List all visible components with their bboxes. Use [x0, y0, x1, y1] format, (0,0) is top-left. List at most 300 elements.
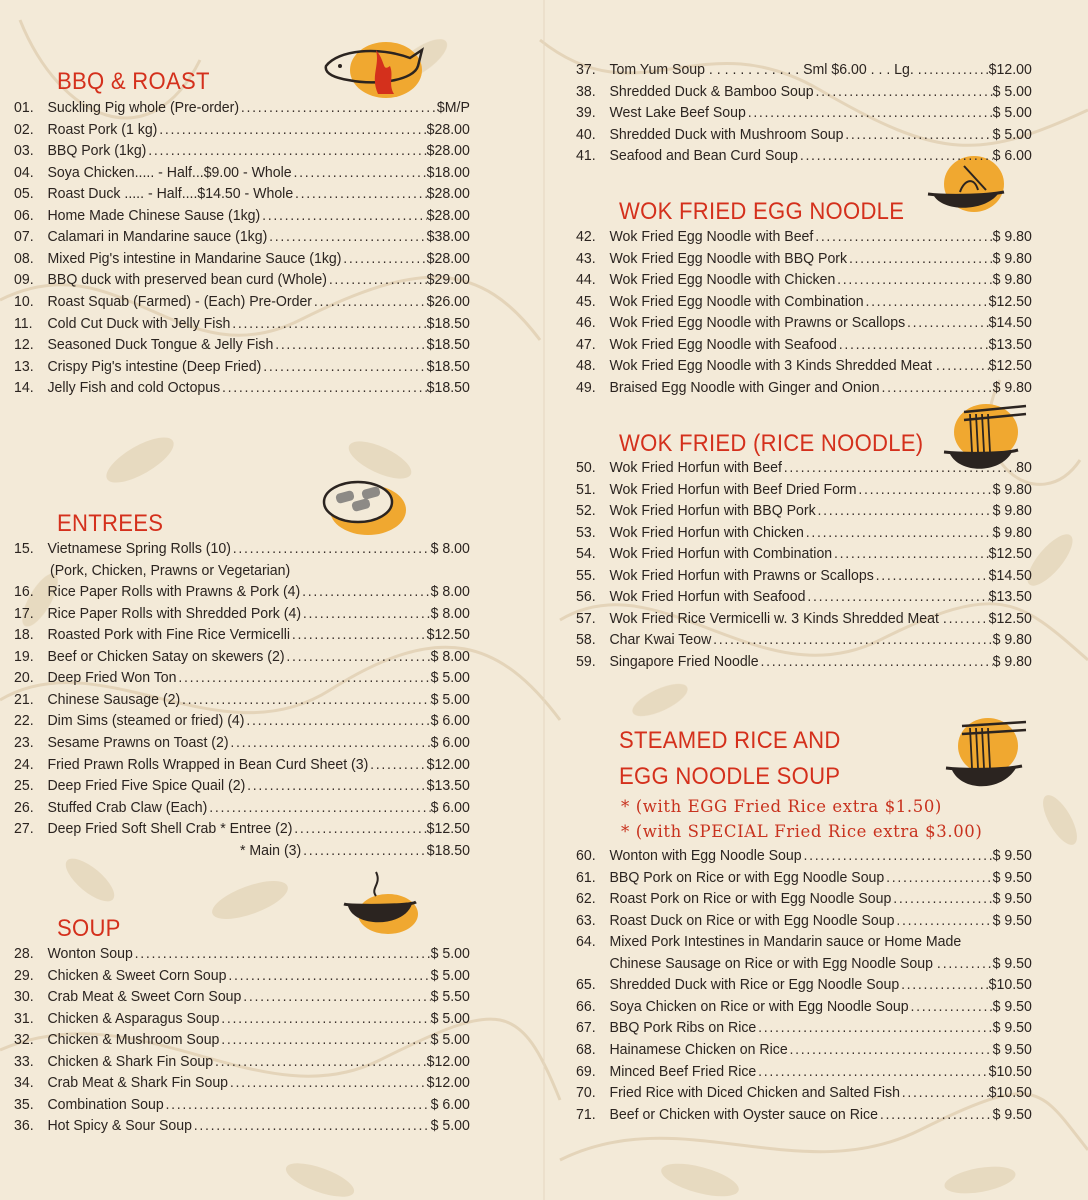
menu-item-price: $26.00: [426, 292, 470, 310]
menu-item-name: Chinese Sausage on Rice or with Egg Noodle Soup .: [609, 954, 941, 972]
leader-dots: [301, 603, 431, 624]
menu-item-row: [14, 1072, 470, 1093]
menu-item-name: BBQ Pork on Rice or with Egg Noodle Soup: [609, 868, 885, 886]
menu-item-price: $ 8.00: [430, 604, 470, 622]
menu-item-price: $ 9.50: [992, 1019, 1032, 1037]
menu-item-name: Braised Egg Noodle with Ginger and Onion: [609, 378, 880, 396]
menu-item-name: Wonton with Egg Noodle Soup: [609, 847, 802, 864]
menu-item-name: Wok Fried Horfun with Beef: [609, 459, 782, 476]
menu-item-row: [576, 565, 1032, 586]
menu-item-name: Singapore Fried Noodle: [609, 652, 759, 670]
menu-item-row: [576, 1082, 1032, 1103]
leader-dots: [226, 965, 430, 986]
menu-item-name: Chicken & Shark Fin Soup: [47, 1052, 214, 1070]
menu-item-price: $ 5.00: [430, 945, 470, 962]
menu-item-name: Roast Pork on Rice or with Egg Noodle Soup: [609, 890, 892, 908]
leader-dots: [292, 818, 426, 839]
menu-item-name: Wok Fried Horfun with Beef Dried Form: [609, 480, 857, 498]
menu-item-price: $ 5.00: [430, 1117, 470, 1135]
leader-dots: [835, 269, 992, 290]
menu-item-row: [14, 965, 470, 986]
menu-item-name: Deep Fried Won Ton: [47, 669, 177, 687]
menu-item-row: [14, 581, 470, 602]
menu-item-row: [576, 226, 1032, 247]
leader-dots: [756, 1061, 988, 1082]
menu-item-row: [576, 867, 1032, 888]
leader-dots: [260, 205, 426, 226]
menu-item-number: 25.: [14, 777, 34, 795]
menu-item-name: Chicken & Mushroom Soup: [47, 1031, 220, 1049]
leader-dots: [368, 754, 426, 775]
menu-item-row: [576, 522, 1032, 543]
menu-item-number: 28.: [14, 945, 34, 962]
leader-dots: [157, 119, 426, 140]
menu-item-name: Home Made Chinese Sause (1kg): [47, 206, 261, 224]
leader-dots: [220, 377, 426, 398]
menu-item-number: 07.: [14, 228, 34, 246]
menu-item-name: Wok Fried Egg Noodle with Seafood: [609, 335, 837, 353]
menu-item-row: [14, 689, 470, 710]
leader-dots: [244, 710, 430, 731]
menu-item-number: 42.: [576, 228, 596, 245]
menu-item-number: 29.: [14, 966, 34, 984]
menu-item-name: Wok Fried Egg Noodle with BBQ Pork: [609, 249, 848, 267]
menu-item-price: $ 6.00: [430, 712, 470, 730]
leader-dots: [922, 59, 989, 80]
menu-item-name: Rice Paper Rolls with Shredded Pork (4): [47, 604, 302, 622]
menu-item-number: 34.: [14, 1074, 34, 1092]
leader-dots: [816, 500, 993, 521]
menu-item-number: 51.: [576, 480, 596, 498]
menu-item-row: [14, 732, 470, 753]
spring-rolls-plate-icon: [318, 472, 408, 536]
menu-item-price: $ 9.80: [992, 378, 1032, 396]
menu-item-name: Jelly Fish and cold Octopus: [47, 379, 221, 397]
menu-item-price: $ 5.00: [992, 82, 1032, 100]
menu-item-name: Fried Prawn Rolls Wrapped in Bean Curd Sheet (3): [47, 755, 369, 773]
menu-item-price: $12.00: [426, 1052, 470, 1070]
menu-item-number: 62.: [576, 890, 596, 908]
menu-item-name: Chicken & Asparagus Soup: [47, 1009, 220, 1027]
menu-item-number: 46.: [576, 314, 596, 332]
menu-item-price: $ 9.80: [992, 502, 1032, 520]
menu-item-number: 05.: [14, 185, 34, 203]
menu-item-number: 27.: [14, 820, 34, 838]
menu-item-name: Chicken & Sweet Corn Soup: [47, 966, 227, 984]
menu-item-number: 58.: [576, 631, 596, 649]
menu-item-price: $ 9.80: [992, 523, 1032, 541]
menu-item-number: 44.: [576, 271, 596, 289]
menu-item-row: [576, 1017, 1032, 1038]
menu-item-row: [14, 1051, 470, 1072]
menu-item-row: [14, 797, 470, 818]
menu-item-number: 68.: [576, 1040, 596, 1058]
leader-dots: [180, 689, 430, 710]
menu-item-price: $12.50: [988, 292, 1032, 310]
menu-item-row: [14, 334, 470, 355]
menu-item-number: 09.: [14, 271, 34, 289]
menu-item-number: 65.: [576, 976, 596, 994]
menu-item-row: [14, 775, 470, 796]
section-title-bbq: BBQ & ROAST: [57, 68, 210, 95]
menu-item-name: Soya Chicken..... - Half...$9.00 - Whole: [47, 163, 292, 181]
menu-item-name: Wok Fried Horfun with BBQ Pork: [609, 502, 816, 520]
menu-item-price: $M/P: [436, 99, 470, 116]
menu-item-name: Char Kwai Teow: [609, 631, 712, 649]
leader-dots: [273, 334, 426, 355]
menu-item-row: [576, 500, 1032, 521]
leader-dots: [261, 356, 426, 377]
menu-item-name: Soya Chicken on Rice or with Egg Noodle Soup: [609, 997, 909, 1015]
menu-item-name: BBQ Pork Ribs on Rice: [609, 1019, 757, 1037]
menu-item-row: [14, 248, 470, 269]
menu-item-number: 49.: [576, 378, 596, 396]
menu-item-price: $ 6.00: [430, 733, 470, 751]
menu-item-row: [14, 226, 470, 247]
menu-item-name: Wonton Soup: [47, 945, 133, 962]
menu-item-name: Tom Yum Soup . . . . . . . . . . . . Sml $6.00 . . . Lg. .: [609, 61, 922, 78]
menu-item-price: $10.50: [988, 1084, 1032, 1102]
menu-item-row: [576, 479, 1032, 500]
menu-item-name: Hot Spicy & Sour Soup: [47, 1117, 192, 1135]
leader-dots: [213, 1051, 427, 1072]
menu-item-price: $12.50: [988, 545, 1032, 563]
soup-bowl-icon: [340, 866, 420, 938]
menu-item-name: Wok Fried Egg Noodle with 3 Kinds Shredded Meat .: [609, 357, 940, 375]
leader-dots: [899, 974, 988, 995]
menu-item-number: 32.: [14, 1031, 34, 1049]
menu-item-name: Cold Cut Duck with Jelly Fish: [47, 314, 231, 332]
menu-item-row: [240, 840, 470, 861]
menu-item-row: [576, 291, 1032, 312]
leader-dots: [813, 226, 992, 247]
menu-item-name: Combination Soup: [47, 1095, 164, 1113]
leader-dots: [177, 667, 431, 688]
menu-item-price: $18.50: [426, 357, 470, 375]
menu-item-price: $18.50: [426, 314, 470, 332]
menu-item-number: 39.: [576, 104, 596, 122]
menu-item-row: [576, 81, 1032, 102]
menu-item-price: $12.50: [426, 820, 470, 838]
menu-item-price: $18.50: [426, 336, 470, 354]
menu-item-row: [14, 97, 470, 118]
menu-item-name: Deep Fried Soft Shell Crab * Entree (2): [47, 820, 293, 838]
menu-item-name: BBQ duck with preserved bean curd (Whole): [47, 271, 327, 289]
menu-item-row: [576, 102, 1032, 123]
menu-item-name: Minced Beef Fried Rice: [609, 1062, 757, 1080]
section-title-soup: SOUP: [57, 915, 121, 942]
menu-item-number: 10.: [14, 292, 34, 310]
menu-item-row: [14, 1115, 470, 1136]
menu-item-number: 47.: [576, 335, 596, 353]
menu-item-row: [576, 355, 1032, 376]
leader-dots: [788, 1039, 993, 1060]
menu-item-row: [14, 986, 470, 1007]
leader-dots: [290, 624, 427, 645]
menu-item-name: Seafood and Bean Curd Soup: [609, 147, 798, 165]
menu-item-number: 38.: [576, 82, 596, 100]
leader-dots: [878, 1104, 993, 1125]
menu-item-name: * Main (3): [240, 841, 302, 859]
leader-dots: [891, 888, 992, 909]
menu-item-row: [14, 1008, 470, 1029]
menu-item-name: Wok Fried Egg Noodle with Chicken: [609, 271, 836, 289]
menu-item-price: $ 9.80: [992, 480, 1032, 498]
menu-item-price: $12.50: [988, 357, 1032, 375]
menu-item-number: 31.: [14, 1009, 34, 1027]
menu-item-number: 43.: [576, 249, 596, 267]
menu-item-price: $18.50: [426, 841, 470, 859]
menu-item-number: 70.: [576, 1084, 596, 1102]
menu-item-price: $ 9.50: [992, 997, 1032, 1015]
leader-dots: [228, 1072, 427, 1093]
menu-item-name: Calamari in Mandarine sauce (1kg): [47, 228, 268, 246]
menu-item-number: 21.: [14, 690, 34, 708]
menu-item-price: $ 5.00: [430, 690, 470, 708]
menu-item-name: Shredded Duck with Rice or Egg Noodle Soup: [609, 976, 900, 994]
menu-item-number: 63.: [576, 911, 596, 929]
menu-item-row: [576, 953, 1032, 974]
menu-item-price: $ 5.00: [430, 1031, 470, 1049]
menu-item-number: 35.: [14, 1095, 34, 1113]
menu-item-price: $28.00: [426, 249, 470, 267]
menu-item-row: [14, 183, 470, 204]
menu-item-row: [576, 845, 1032, 866]
menu-item-price: $ 9.80: [992, 228, 1032, 245]
menu-item-row: [576, 974, 1032, 995]
leader-dots: [802, 845, 993, 866]
menu-item-price: $ 6.00: [992, 147, 1032, 165]
menu-item-number: 71.: [576, 1105, 596, 1123]
menu-item-price: $12.50: [988, 609, 1032, 627]
leader-dots: [900, 1082, 989, 1103]
menu-item-number: 18.: [14, 626, 34, 644]
menu-item-price: $12.00: [426, 1074, 470, 1092]
menu-item-name: Vietnamese Spring Rolls (10): [47, 540, 231, 557]
menu-item-number: 56.: [576, 588, 596, 606]
menu-item-name: Chinese Sausage (2): [47, 690, 181, 708]
menu-item-price: $13.50: [988, 335, 1032, 353]
menu-item-row: [14, 291, 470, 312]
menu-item-row: [14, 646, 470, 667]
leader-dots: [245, 775, 426, 796]
menu-item-row: [576, 629, 1032, 650]
leader-dots: [874, 565, 989, 586]
menu-item-name: Wok Fried Horfun with Seafood: [609, 588, 806, 606]
leader-dots: [312, 291, 427, 312]
menu-item-name: Dim Sims (steamed or fried) (4): [47, 712, 245, 730]
leader-dots: [293, 183, 426, 204]
menu-item-row: [576, 931, 1032, 952]
leader-dots: [880, 377, 993, 398]
leader-dots: [219, 1029, 430, 1050]
menu-item-row: [14, 603, 470, 624]
menu-item-number: 60.: [576, 847, 596, 864]
menu-item-number: 20.: [14, 669, 34, 687]
leader-dots: [843, 124, 992, 145]
menu-item-name: Wok Fried Egg Noodle with Prawns or Scallops: [609, 314, 906, 332]
menu-item-price: $ 9.50: [992, 1105, 1032, 1123]
menu-item-name: Crab Meat & Shark Fin Soup: [47, 1074, 229, 1092]
menu-item-number: 45.: [576, 292, 596, 310]
menu-item-price: $ 6.00: [430, 1095, 470, 1113]
menu-item-number: 14.: [14, 379, 34, 397]
leader-dots: [782, 457, 1016, 478]
roast-pig-icon: [318, 36, 430, 104]
menu-item-number: 13.: [14, 357, 34, 375]
menu-item-price: $14.50: [988, 314, 1032, 332]
menu-item-number: 03.: [14, 142, 34, 160]
leader-dots: [207, 797, 430, 818]
menu-item-name: Hainamese Chicken on Rice: [609, 1040, 788, 1058]
menu-item-name: Fried Rice with Diced Chicken and Salted Fish: [609, 1084, 900, 1102]
menu-item-row: [14, 269, 470, 290]
menu-item-number: 30.: [14, 988, 34, 1006]
menu-item-name: Crab Meat & Sweet Corn Soup: [47, 988, 242, 1006]
menu-item-row: [576, 59, 1032, 80]
menu-item-price: $ 9.80: [992, 652, 1032, 670]
menu-item-number: 15.: [14, 540, 34, 557]
menu-item-number: 66.: [576, 997, 596, 1015]
menu-item-row: [14, 943, 470, 964]
menu-item-price: $28.00: [426, 142, 470, 160]
leader-dots: [239, 97, 437, 118]
menu-item-price: $ 9.50: [992, 890, 1032, 908]
menu-item-number: 50.: [576, 459, 596, 476]
leader-dots: [947, 608, 989, 629]
fried-rice-note-special: * (with SPECIAL Fried Rice extra $3.00): [621, 822, 983, 841]
menu-item-price: $12.00: [426, 755, 470, 773]
menu-item-name: Roast Duck ..... - Half....$14.50 - Whole: [47, 185, 294, 203]
menu-item-price: $12.50: [426, 626, 470, 644]
menu-item-price: $14.50: [988, 566, 1032, 584]
leader-dots: [146, 140, 426, 161]
menu-item-price: $ 5.50: [430, 988, 470, 1006]
menu-item-number: 40.: [576, 125, 596, 143]
menu-item-number: 61.: [576, 868, 596, 886]
menu-item-number: 11.: [14, 314, 33, 332]
leader-dots: [285, 646, 431, 667]
menu-item-row: [14, 624, 470, 645]
menu-item-name: Beef or Chicken Satay on skewers (2): [47, 647, 285, 665]
leader-dots: [847, 248, 993, 269]
section-title-entrees: ENTREES: [57, 510, 164, 537]
menu-item-name: BBQ Pork (1kg): [47, 142, 147, 160]
menu-item-number: 69.: [576, 1062, 596, 1080]
menu-item-number: 55.: [576, 566, 596, 584]
menu-item-row: [14, 377, 470, 398]
menu-item-name: Wok Fried Rice Vermicelli w. 3 Kinds Shredded Meat .: [609, 609, 947, 627]
leader-dots: [805, 586, 988, 607]
menu-item-price: $10.50: [988, 1062, 1032, 1080]
menu-item-price: $ 8.00: [430, 583, 470, 601]
menu-item-name: Shredded Duck with Mushroom Soup: [609, 125, 844, 143]
menu-item-number: 02.: [14, 120, 34, 138]
menu-item-name: Rice Paper Rolls with Prawns & Pork (4): [47, 583, 301, 601]
menu-item-row: [576, 996, 1032, 1017]
menu-item-name: Suckling Pig whole (Pre-order): [47, 99, 240, 116]
menu-item-price: $ 5.00: [430, 669, 470, 687]
menu-item-name: Crispy Pig's intestine (Deep Fried): [47, 357, 262, 375]
menu-item-name: Wok Fried Egg Noodle with Beef: [609, 228, 814, 245]
section-title-egg-noodle: WOK FRIED EGG NOODLE: [619, 198, 905, 225]
menu-item-name: West Lake Beef Soup: [609, 104, 746, 122]
menu-item-row: [14, 667, 470, 688]
leader-dots: [759, 651, 993, 672]
menu-item-price: $ 9.50: [992, 911, 1032, 929]
leader-dots: [804, 522, 993, 543]
menu-item-name: Stuffed Crab Claw (Each): [47, 798, 208, 816]
menu-item-number: 33.: [14, 1052, 34, 1070]
menu-item-row: [576, 269, 1032, 290]
leader-dots: [267, 226, 426, 247]
menu-item-row: [14, 754, 470, 775]
leader-dots: [241, 986, 430, 1007]
menu-item-price: $13.50: [426, 777, 470, 795]
menu-item-price: $29.00: [426, 271, 470, 289]
menu-item-price: $ 9.50: [992, 868, 1032, 886]
menu-item-price: $ 9.50: [992, 954, 1032, 972]
menu-item-row: [14, 1029, 470, 1050]
menu-item-row: [576, 457, 1032, 478]
menu-item-price: $ 9.50: [992, 1040, 1032, 1058]
leader-dots: [884, 867, 992, 888]
menu-item-number: [576, 953, 609, 974]
menu-item-price: 80: [1016, 459, 1032, 476]
menu-item-number: 53.: [576, 523, 596, 541]
menu-item-number: 16.: [14, 583, 34, 601]
menu-item-price: $13.50: [988, 588, 1032, 606]
menu-item-price: $ 5.00: [430, 1009, 470, 1027]
menu-item-row: [576, 1039, 1032, 1060]
menu-item-number: 48.: [576, 357, 596, 375]
menu-item-name: Wok Fried Horfun with Combination: [609, 545, 833, 563]
menu-item-number: 64.: [576, 933, 596, 951]
menu-item-row: [576, 334, 1032, 355]
leader-dots: [814, 81, 993, 102]
leader-dots: [909, 996, 993, 1017]
menu-item-price: $18.50: [426, 379, 470, 397]
menu-item-price: $12.00: [988, 61, 1032, 78]
leader-dots: [711, 629, 992, 650]
leader-dots: [837, 334, 989, 355]
menu-item-price: $ 5.00: [430, 966, 470, 984]
menu-item-row: [14, 818, 470, 839]
menu-item-price: $28.00: [426, 206, 470, 224]
menu-item-number: 36.: [14, 1117, 34, 1135]
menu-item-number: 08.: [14, 249, 34, 267]
menu-item-price: $10.50: [988, 976, 1032, 994]
menu-item-number: 41.: [576, 147, 596, 165]
menu-item-row: [576, 312, 1032, 333]
menu-item-number: 57.: [576, 609, 596, 627]
menu-item-price: $ 9.80: [992, 249, 1032, 267]
menu-item-row: [576, 888, 1032, 909]
leader-dots: [832, 543, 989, 564]
leader-dots: [192, 1115, 431, 1136]
menu-item-number: 23.: [14, 733, 34, 751]
menu-item-name: Seasoned Duck Tongue & Jelly Fish: [47, 336, 274, 354]
menu-item-row: [576, 586, 1032, 607]
menu-item-number: 19.: [14, 647, 34, 665]
menu-item-note: (Pork, Chicken, Prawns or Vegetarian): [50, 561, 291, 579]
menu-item-row: [14, 140, 470, 161]
menu-item-row: [576, 543, 1032, 564]
menu-item-number: 01.: [14, 99, 34, 116]
leader-dots: [300, 581, 430, 602]
menu-item-number: 37.: [576, 61, 596, 78]
menu-item-name: Mixed Pork Intestines in Mandarin sauce or Home Made: [609, 933, 962, 951]
